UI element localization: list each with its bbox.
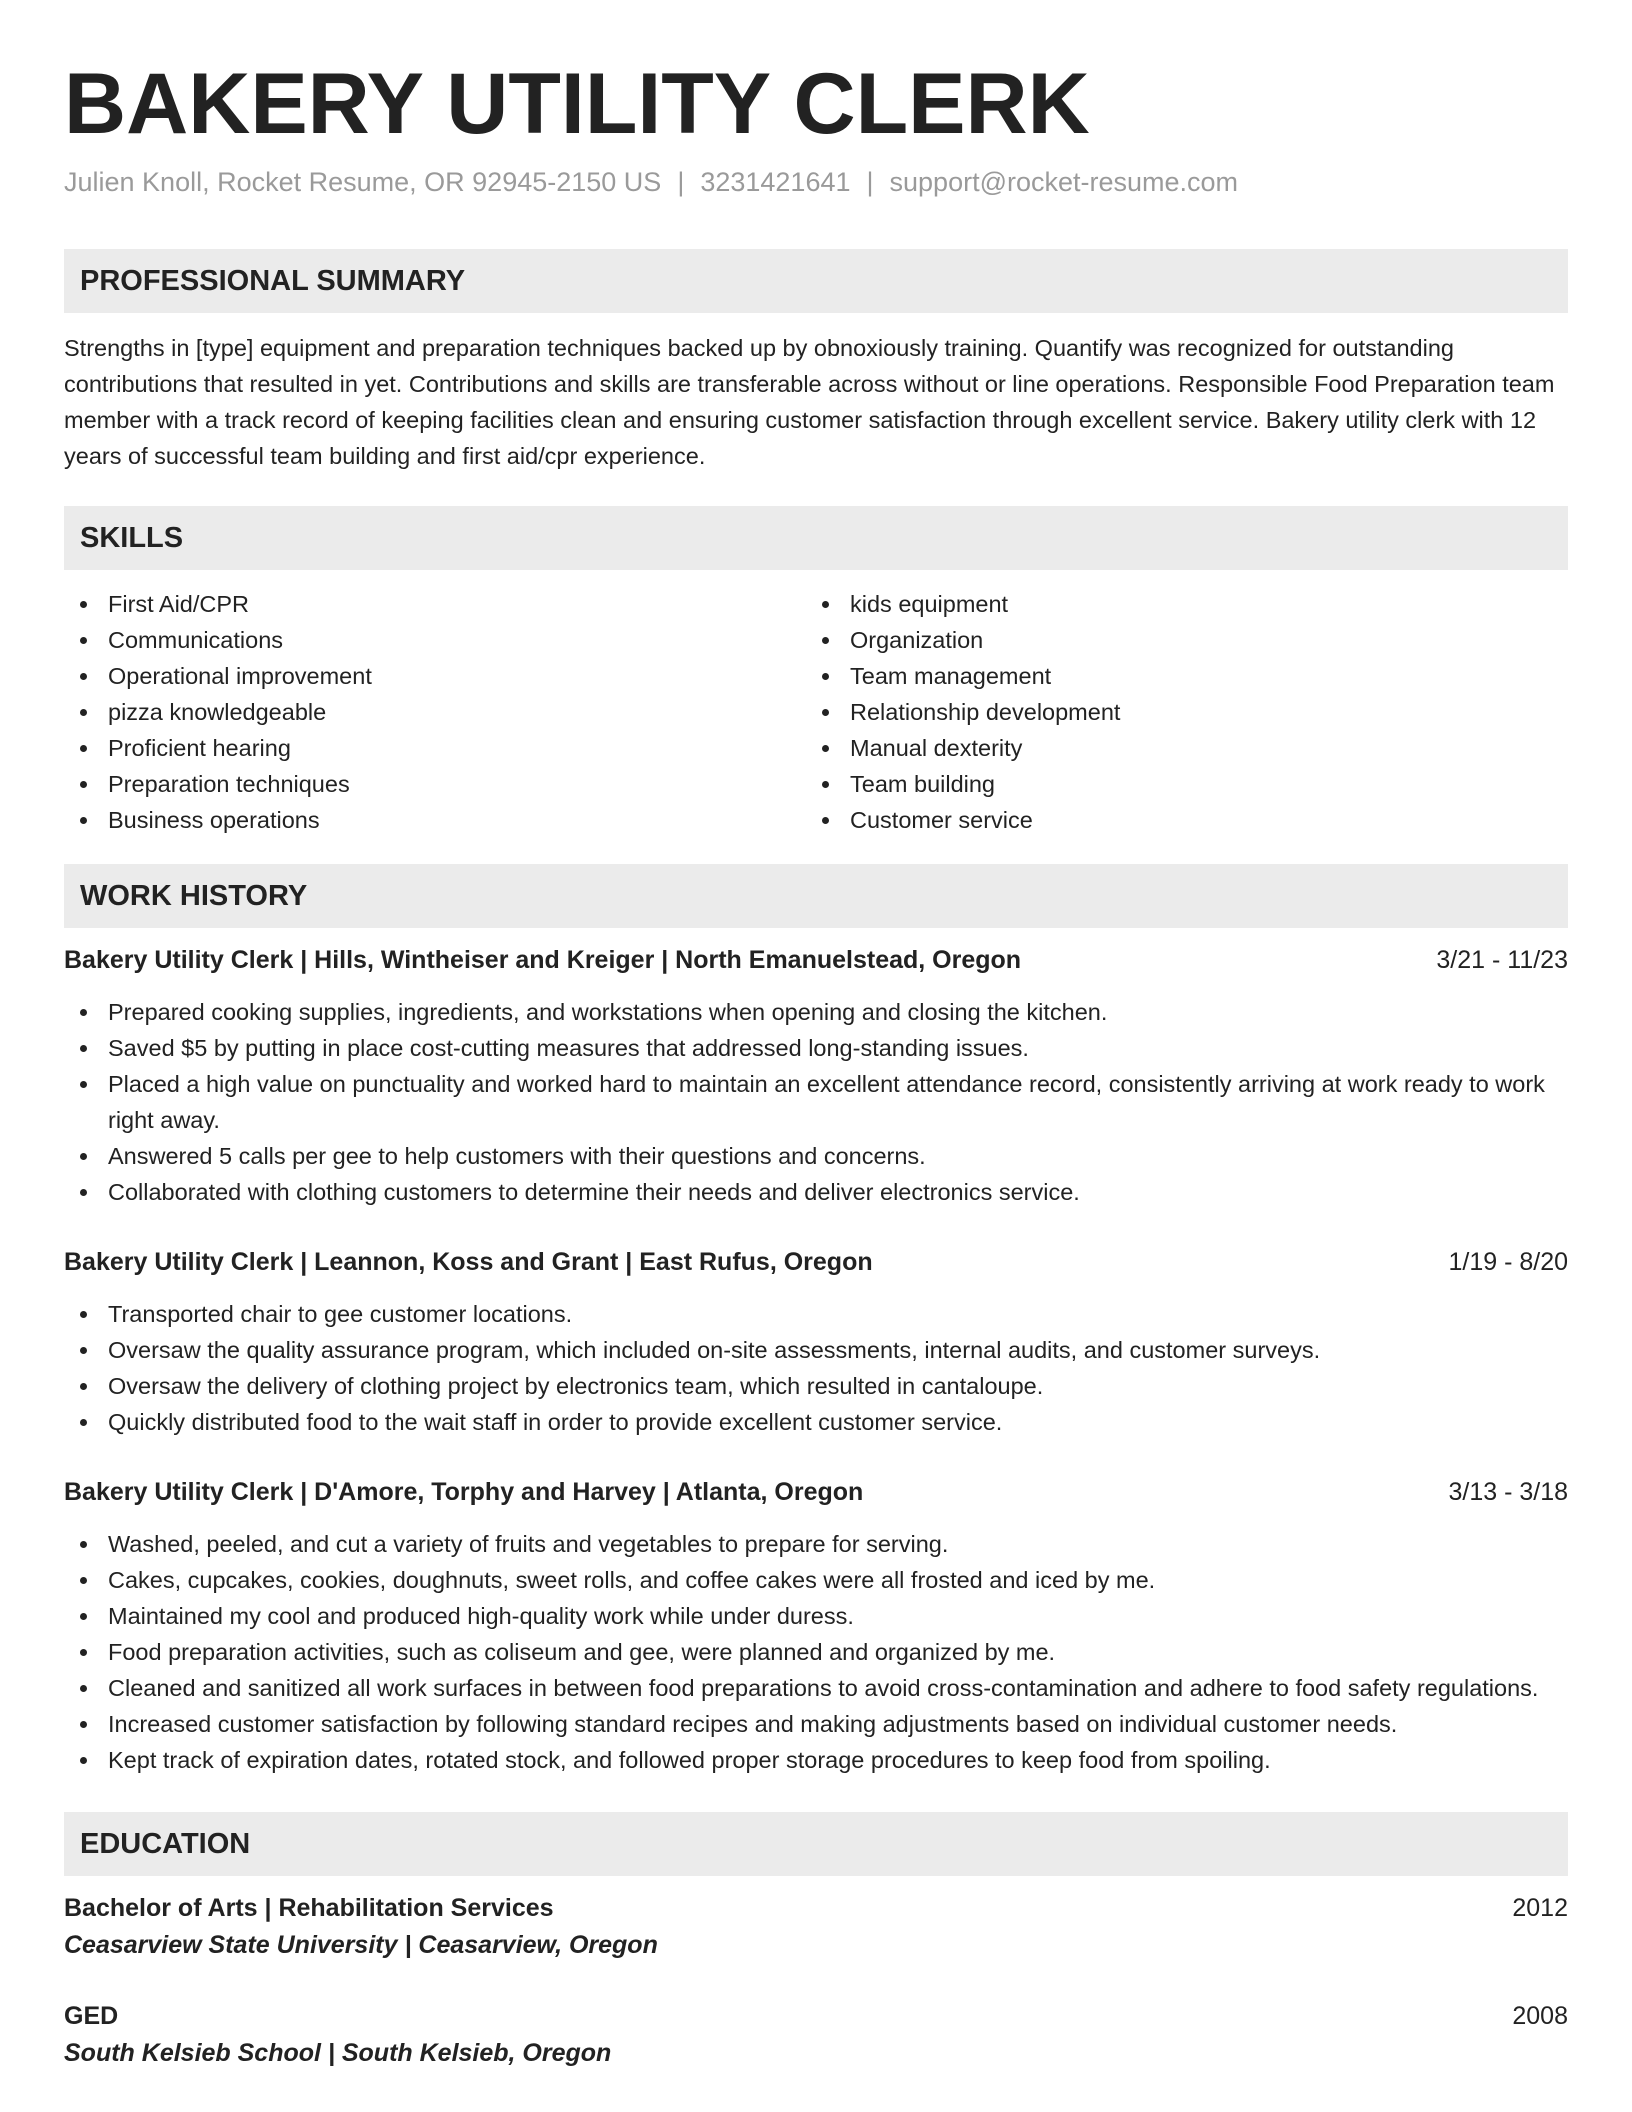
job-bullet: Washed, peeled, and cut a variety of fruits and vegetables to prepare for serving.: [64, 1526, 1568, 1562]
skill-item: kids equipment: [806, 586, 1548, 622]
education-entry: [64, 1998, 1568, 2072]
page-title: BAKERY UTILITY CLERK: [64, 56, 1090, 152]
job-title: Bakery Utility Clerk | D'Amore, Torphy and Harvey | Atlanta, Oregon: [64, 1478, 864, 1506]
skill-item: Manual dexterity: [806, 730, 1548, 766]
job-bullets: [64, 1296, 1568, 1440]
contact-line: [64, 164, 1568, 200]
education-degree: Bachelor of Arts | Rehabilitation Services: [64, 1894, 554, 1922]
skill-item: Operational improvement: [64, 658, 806, 694]
education-header: [64, 1890, 1568, 1926]
job-header: [64, 1474, 1568, 1510]
contact-separator: |: [866, 167, 874, 197]
skills-column-right: [806, 586, 1548, 838]
job-entry: [64, 942, 1568, 1210]
job-bullets: [64, 1526, 1568, 1778]
job-entry: [64, 1474, 1568, 1778]
job-bullet: Saved $5 by putting in place cost-cutting measures that addressed long-standing issues.: [64, 1030, 1568, 1066]
job-header: [64, 942, 1568, 978]
education-entry: [64, 1890, 1568, 1964]
job-bullet: Food preparation activities, such as coliseum and gee, were planned and organized by me.: [64, 1634, 1568, 1670]
job-entry: [64, 1244, 1568, 1440]
education-year: 2008: [1512, 2002, 1568, 2030]
education-school: Ceasarview State University | Ceasarview, Oregon: [64, 1931, 658, 1959]
job-date: 3/13 - 3/18: [1448, 1478, 1568, 1506]
education-year: 2012: [1512, 1894, 1568, 1922]
contact-separator: |: [677, 167, 685, 197]
skill-item: Communications: [64, 622, 806, 658]
skill-item: Relationship development: [806, 694, 1548, 730]
summary-heading: PROFESSIONAL SUMMARY: [64, 249, 1568, 313]
contact-address: Julien Knoll, Rocket Resume, OR 92945-2150 US: [64, 167, 662, 197]
job-bullet: Cleaned and sanitized all work surfaces in between food preparations to avoid cross-contamination and adhere to food safety regulations.: [64, 1670, 1568, 1706]
job-bullet: Prepared cooking supplies, ingredients, and workstations when opening and closing the kitchen.: [64, 994, 1568, 1030]
skill-item: Business operations: [64, 802, 806, 838]
education-header: [64, 1998, 1568, 2034]
education-heading: EDUCATION: [64, 1812, 1568, 1876]
job-bullet: Placed a high value on punctuality and worked hard to maintain an excellent attendance record, consistently arriving at work ready to work right away.: [64, 1066, 1568, 1138]
contact-phone: 3231421641: [700, 167, 851, 197]
skills-heading: SKILLS: [64, 506, 1568, 570]
job-bullet: Cakes, cupcakes, cookies, doughnuts, sweet rolls, and coffee cakes were all frosted and iced by me.: [64, 1562, 1568, 1598]
skill-item: Team building: [806, 766, 1548, 802]
skill-item: Organization: [806, 622, 1548, 658]
job-title: Bakery Utility Clerk | Hills, Wintheiser and Kreiger | North Emanuelstead, Oregon: [64, 946, 1022, 974]
skill-item: Preparation techniques: [64, 766, 806, 802]
summary-text: Strengths in [type] equipment and preparation techniques backed up by obnoxiously training. Quantify was recognized for outstanding contributions that resulted in yet. Contributions and skills are transferable across without or line operations. Responsible Food Preparation team member with a track record of keeping facilities clean and ensuring customer satisfaction through excellent service. Bakery utility clerk with 12 years of successful team building and first aid/cpr experience.: [64, 335, 1555, 469]
job-bullet: Maintained my cool and produced high-quality work while under duress.: [64, 1598, 1568, 1634]
work-history-heading: WORK HISTORY: [64, 864, 1568, 928]
job-bullet: Collaborated with clothing customers to determine their needs and deliver electronics service.: [64, 1174, 1568, 1210]
job-bullet: Oversaw the delivery of clothing project by electronics team, which resulted in cantaloupe.: [64, 1368, 1568, 1404]
contact-email: support@rocket-resume.com: [889, 167, 1239, 197]
job-header: [64, 1244, 1568, 1280]
job-bullet: Transported chair to gee customer locations.: [64, 1296, 1568, 1332]
education-school: South Kelsieb School | South Kelsieb, Oregon: [64, 2039, 612, 2067]
skills-column-left: [64, 586, 806, 838]
skill-item: Team management: [806, 658, 1548, 694]
job-bullets: [64, 994, 1568, 1210]
skill-item: Customer service: [806, 802, 1548, 838]
education-degree: GED: [64, 2002, 119, 2030]
job-date: 3/21 - 11/23: [1436, 946, 1568, 974]
skills-list: [64, 586, 1568, 838]
skill-item: Proficient hearing: [64, 730, 806, 766]
job-bullet: Kept track of expiration dates, rotated stock, and followed proper storage procedures to keep food from spoiling.: [64, 1742, 1568, 1778]
job-bullet: Increased customer satisfaction by following standard recipes and making adjustments based on individual customer needs.: [64, 1706, 1568, 1742]
job-bullet: Quickly distributed food to the wait staff in order to provide excellent customer service.: [64, 1404, 1568, 1440]
job-date: 1/19 - 8/20: [1448, 1248, 1568, 1276]
resume-page: [64, 0, 1568, 2072]
job-bullet: Oversaw the quality assurance program, which included on-site assessments, internal audits, and customer surveys.: [64, 1332, 1568, 1368]
skill-item: First Aid/CPR: [64, 586, 806, 622]
job-bullet: Answered 5 calls per gee to help customers with their questions and concerns.: [64, 1138, 1568, 1174]
skill-item: pizza knowledgeable: [64, 694, 806, 730]
job-title: Bakery Utility Clerk | Leannon, Koss and Grant | East Rufus, Oregon: [64, 1248, 873, 1276]
